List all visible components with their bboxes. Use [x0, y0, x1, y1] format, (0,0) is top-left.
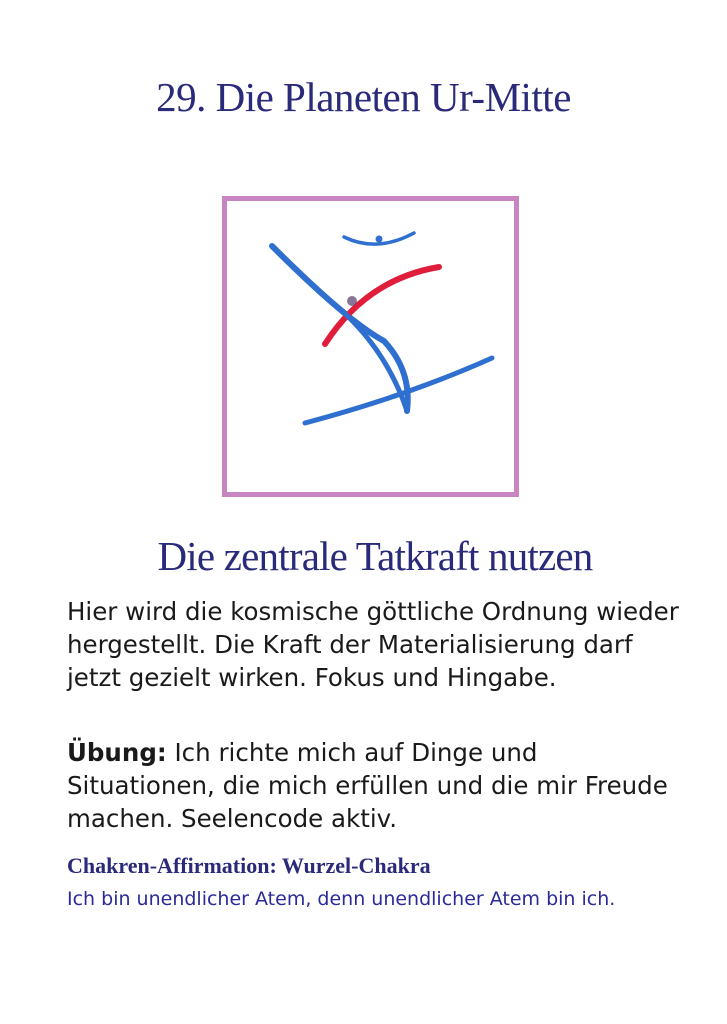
card-title: 29. Die Planeten Ur-Mitte: [156, 74, 571, 120]
symbol-image-frame: [222, 196, 519, 497]
symbol-red-arc: [325, 267, 439, 344]
exercise-text: Ich richte mich auf Dinge und Situationen, die mich erfüllen und die mir Freude machen. Seelencode aktiv.: [67, 738, 668, 833]
affirmation-heading: Chakren-Affirmation: Wurzel-Chakra: [67, 853, 431, 878]
description-text: Hier wird die kosmische göttliche Ordnung wieder hergestellt. Die Kraft der Materialisierung darf jetzt gezielt wirken. Fokus und Hingabe.: [67, 597, 679, 692]
card-subtitle: Die zentrale Tatkraft nutzen: [157, 533, 593, 579]
affirmation-text: Ich bin unendlicher Atem, denn unendlicher Atem bin ich.: [67, 888, 616, 910]
symbol-dot: [376, 236, 383, 243]
symbol-blue-arc: [272, 246, 408, 411]
planet-center-symbol: [227, 201, 514, 492]
card-description: [67, 595, 687, 694]
exercise-block: [67, 736, 687, 835]
symbol-crossing: [347, 296, 357, 306]
exercise-label: Übung:: [67, 738, 167, 767]
